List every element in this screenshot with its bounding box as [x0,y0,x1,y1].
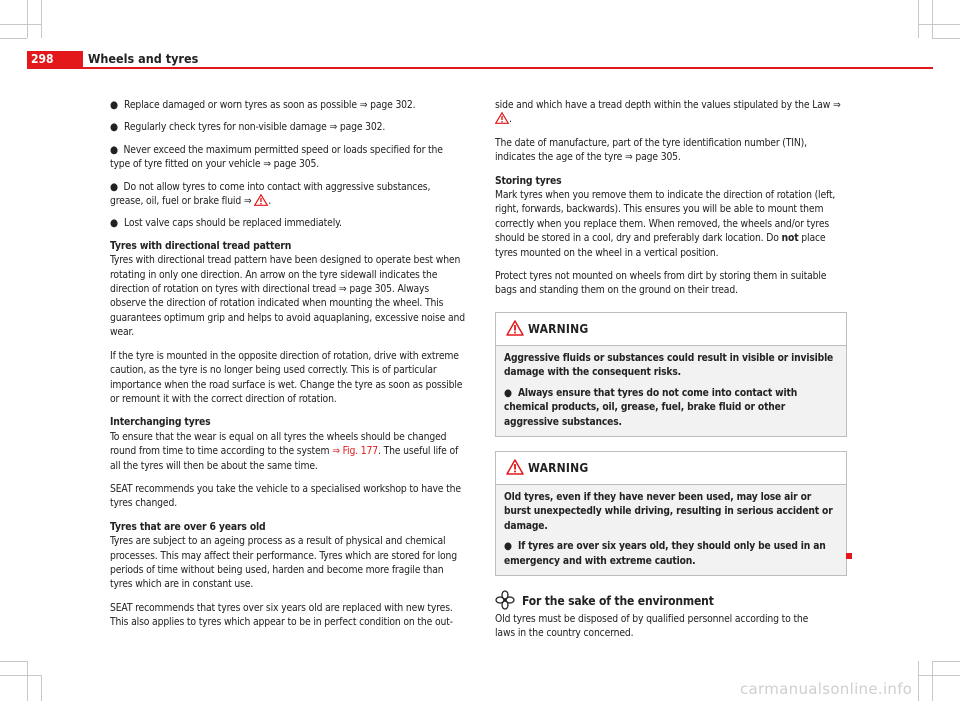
paragraph: SEAT recommends you take the vehicle to a specialised workshop to have the tyres changed. [110,482,461,510]
crop-mark [932,0,933,38]
crop-mark [932,38,960,39]
warning-triangle-icon[interactable] [254,194,268,206]
list-item: ● Replace damaged or worn tyres as soon as possible ⇒ page 302. [110,99,416,111]
crop-mark [27,661,28,701]
paragraph: If the tyre is mounted in the opposite direction of rotation, drive with extreme caution, as the tyre is no longer being used correctly. This is of particular importance when the road surface is wet. Change the tyre as soon as possible or remount it with the correct direction of rotation. [110,349,463,405]
section-heading: Interchanging tyres [110,416,211,429]
left-column [110,98,465,639]
crop-mark [918,0,919,38]
crop-mark [27,0,28,38]
crop-mark [932,661,960,662]
section-heading: Tyres that are over 6 years old [110,520,266,533]
page-number: 298 [27,51,83,67]
right-column [495,98,847,650]
warning-body [496,485,846,575]
list-item: ● Regularly check tyres for non-visible damage ⇒ page 302. [110,121,386,134]
figure-link[interactable]: ⇒ Fig. 177 [332,445,378,458]
paragraph: The date of manufacture, part of the tyre identification number (TIN), indicates the age of the tyre ⇒ page 305. [495,136,807,164]
crop-mark [0,24,41,25]
end-of-section-marker [846,553,852,559]
warning-text: Old tyres, even if they have never been used, may lose air or burst unexpectedly while driving, resulting in serious accident or damage. [504,491,833,532]
crop-mark [0,38,27,39]
warning-label: WARNING [528,321,589,336]
crop-mark [0,661,27,662]
warning-body [496,346,846,436]
crop-mark [918,24,960,25]
warning-icon [506,459,524,475]
paragraph: Protect tyres not mounted on wheels from dirt by storing them in suitable bags and standing them on the ground on their tread. [495,270,827,297]
warning-header [496,313,846,346]
section-heading: Storing tyres [495,174,562,187]
warning-label: WARNING [528,460,589,475]
crop-mark [918,661,919,701]
header-rule [27,67,933,69]
warning-icon [506,320,524,336]
environment-label: For the sake of the environment [522,593,714,608]
environment-flower-icon [495,590,515,610]
warning-header [496,452,846,485]
list-item: ● Do not allow tyres to come into contact with aggressive substances, grease, oil, fuel or brake fluid ⇒ . [110,180,431,208]
environment-header [495,590,847,612]
list-item: ● Never exceed the maximum permitted speed or loads specified for the type of tyre fitted on your vehicle ⇒ page 305. [110,143,443,171]
paragraph: Old tyres must be disposed of by qualified personnel according to the laws in the country concerned. [495,612,809,640]
warning-bullet: ● Always ensure that tyres do not come into contact with chemical products, oil, grease, fuel, brake fluid or other aggressive substances. [504,387,798,428]
warning-box [495,451,847,576]
crop-mark [41,0,42,38]
warning-text: Aggressive fluids or substances could result in visible or invisible damage with the consequent risks. [504,352,834,379]
paragraph: SEAT recommends that tyres over six years old are replaced with new tyres. This also applies to tyres which appear to be in perfect condition on the out- [110,601,453,629]
crop-mark [41,675,42,701]
warning-box [495,312,847,437]
warning-bullet: ● If tyres are over six years old, they should only be used in an emergency and with extreme caution. [504,541,826,567]
paragraph: To ensure that the wear is equal on all tyres the wheels should be changed round from time to time according to the system ⇒ Fig. 177. The useful life of all the tyres will then be about the same time. [110,430,459,472]
page-title: Wheels and tyres [88,51,199,66]
paragraph: side and which have a tread depth within the values stipulated by the Law ⇒ . [495,99,841,126]
paragraph: Tyres with directional tread pattern have been designed to operate best when rotating in only one direction. An arrow on the tyre sidewall indicates the direction of rotation on tyres with directional tread ⇒ page 305. Always observe the direction of rotation indicated when mounting the wheel. This guarantees optimum grip and helps to avoid aquaplaning, excessive noise and wear. [110,254,465,339]
section-heading: Tyres with directional tread pattern [110,239,292,252]
watermark: carmanualsonline.info [740,680,913,698]
crop-mark [932,661,933,701]
paragraph: Mark tyres when you remove them to indicate the direction of rotation (left, right, forwards, backwards). This ensures you will be able to mount them correctly when you replace them. When removed, the wheels and/or tyres should be stored in a cool, dry and preferably dark location. Do not place tyres mounted on the wheel in a vertical position. [495,189,836,259]
list-item: ● Lost valve caps should be replaced immediately. [110,217,342,230]
crop-mark [0,675,41,676]
warning-triangle-icon[interactable] [495,112,509,124]
paragraph: Tyres are subject to an ageing process as a result of physical and chemical processes. This may affect their performance. Tyres which are stored for long periods of time without being used, harden and become more fragile than tyres which are in constant use. [110,535,458,591]
crop-mark [918,675,960,676]
